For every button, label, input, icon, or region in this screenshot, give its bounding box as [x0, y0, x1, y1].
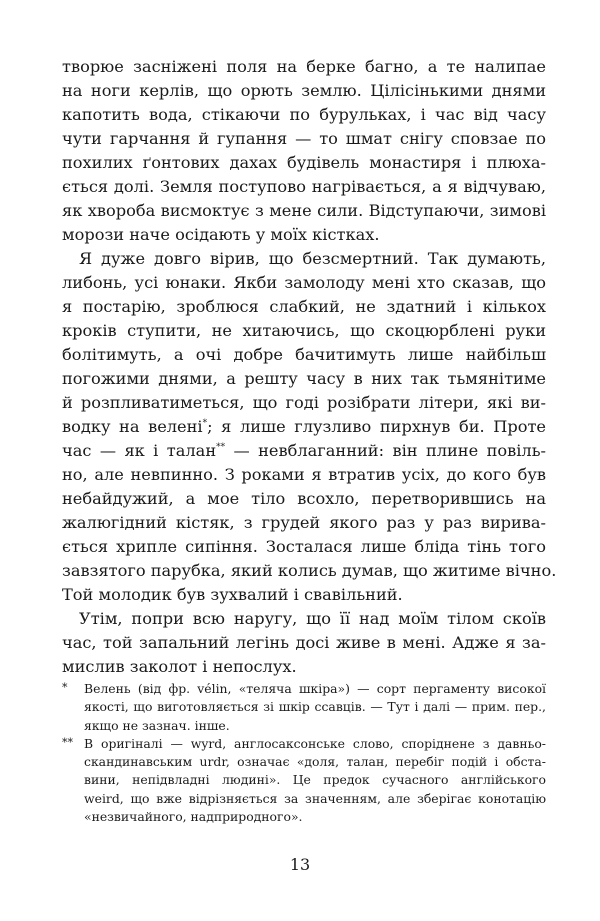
text-line: либонь, усі юнаки. Якби замолоду мені хто сказав, що — [62, 273, 546, 292]
text-line: творюе засніжені поля на берке багно, а те налипае — [62, 57, 546, 76]
footnote-line: якості, що виготовляється зі шкір ссавців. — Тут і далі — прим. пер., — [84, 699, 546, 715]
text-line: но, але невпинно. З роками я втратив усіх, до кого був — [62, 465, 546, 484]
footnote-line: якщо не зазнач. інше. — [84, 717, 230, 733]
footnotes — [62, 680, 546, 826]
footnote-line: вини, непідвладні людині». Це предок сучасного англійського — [84, 772, 546, 788]
text-line — [62, 415, 546, 439]
footnote-line: скандинавським urdr, означає «доля, талан, перебіг подій і обста- — [84, 754, 546, 770]
text-segment: водку на велені — [62, 417, 203, 436]
text-line: й розпливатиметься, що годі розібрати літери, які ви- — [62, 393, 546, 412]
text-line: небайдужий, а мое тіло всохло, перетворившись на — [62, 489, 546, 508]
footnote-marker: * — [202, 418, 208, 429]
text-line: кроків ступити, не хитаючись, що скоцюрблені руки — [62, 321, 546, 340]
page-number: 13 — [289, 855, 311, 874]
footnote-line: «незвичайного, надприродного». — [84, 809, 303, 825]
text-line: Той молодик був зухвалий і свавільний. — [62, 585, 403, 604]
main-text — [62, 55, 557, 679]
footnote-line: В оригіналі — wyrd, англосаксонське слово, споріднене з давньо- — [84, 735, 546, 751]
text-line: як хвороба висмоктує з мене сили. Відступаючи, зимові — [62, 201, 546, 220]
text-segment: ; я лише глузливо пирхнув би. Проте — [207, 417, 546, 436]
footnote-line: weird, що вже відрізняється за значенням, але зберігає конотацію — [84, 790, 546, 806]
footnote — [62, 680, 546, 735]
text-line: ється хрипле сипіння. Зосталася лише бліда тінь того — [62, 537, 546, 556]
text-line: похилих ґонтових дахах будівель монастиря і плюха- — [62, 153, 546, 172]
text-line: Я дуже довго вірив, що безсмертний. Так думають, — [79, 249, 546, 268]
footnote-symbol: * — [62, 681, 68, 694]
text-line: чути гарчання й гупання — то шмат снігу сповзае по — [62, 129, 546, 148]
text-segment: — невблаганний: він плине повіль- — [225, 441, 546, 460]
text-line: я постарію, зроблюся слабкий, не здатний і кількох — [62, 297, 546, 316]
text-line: завзятого парубка, який колись думав, що житиме вічно. — [62, 561, 557, 580]
footnote-symbol: ** — [62, 735, 73, 749]
text-line: жалюгідний кістяк, з грудей якого раз у раз вирива- — [62, 513, 546, 532]
text-line — [62, 439, 546, 463]
text-line: болітимуть, а очі добре бачитимуть лише найбільш — [62, 345, 546, 364]
text-segment: час — як і талан — [62, 441, 217, 460]
footnote-marker: ** — [216, 442, 226, 453]
text-line: на ноги керлів, що орють землю. Цілісінькими днями — [62, 81, 546, 100]
text-line: капотить вода, стікаючи по бурульках, і час від часу — [62, 105, 546, 124]
text-line: час, той запальний легінь досі живе в мені. Адже я за- — [62, 633, 546, 652]
text-line: мислив заколот і непослух. — [62, 657, 297, 676]
footnote — [62, 735, 546, 826]
text-line: морози наче осідають у моїх кістках. — [62, 225, 380, 244]
text-line: Утім, попри всю наругу, що її над моїм тілом скоїв — [79, 609, 546, 628]
text-line: погожими днями, а решту часу в них так тьмянітиме — [62, 369, 546, 388]
text-line: ється долі. Земля поступово нагрівається, а я відчуваю, — [62, 177, 546, 196]
footnote-line: Велень (від фр. vélin, «теляча шкіра») — сорт пергаменту високої — [84, 681, 546, 696]
